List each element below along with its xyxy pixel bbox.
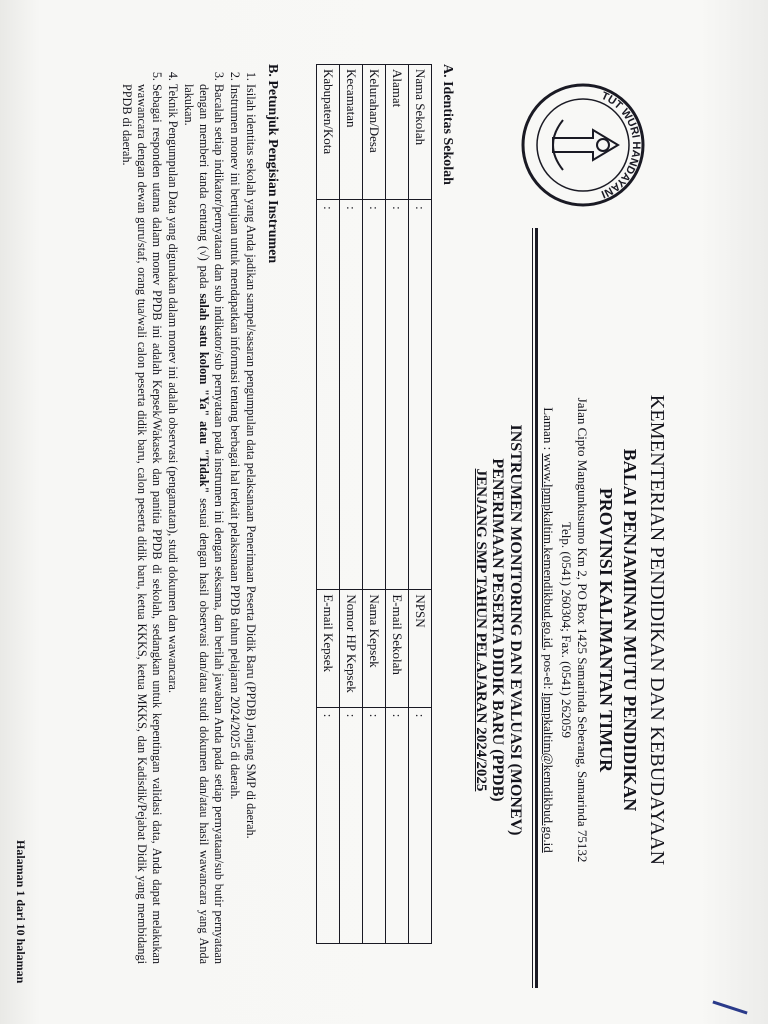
list-item: 2. Instrumen monev ini bertujuan untuk mendapatkan informasi tentang berbagai hal terkait pelaksanaan PPDB tahun pelajaran 2024/2025 di daerah. — [227, 84, 242, 964]
colon: : — [367, 206, 382, 210]
province-name: PROVINSI KALIMANTAN TIMUR — [596, 487, 616, 773]
regency-city-field[interactable] — [317, 200, 340, 590]
principal-name-field[interactable] — [363, 707, 386, 943]
list-item: 1. Isilah identitas sekolah yang Anda jadikan sampel/sasaran pengumpulan data pelaksanaan Penerimaan Peserta Didik Baru (PPDB) Jenjang SMP di daerah. — [243, 84, 258, 964]
colon: : — [413, 206, 428, 210]
document-title-line1: INSTRUMEN MONITORING DAN EVALUASI (MONEV) — [507, 424, 524, 836]
table-row — [386, 65, 409, 944]
agency-name: BALAI PENJAMINAN MUTU PENDIDIKAN — [620, 448, 640, 812]
school-identity-table — [316, 64, 432, 944]
colon: : — [390, 713, 405, 718]
phone-fax: Telp. (0541) 260304; Fax. (0541) 262059 — [559, 521, 574, 739]
header-divider — [535, 228, 538, 988]
list-item: 4. Teknik Pengumpulan Data yang digunakan dalam monev ini adalah observasi (pengamatan), studi dokumen dan wawancara. — [165, 84, 180, 964]
field-label: Kecamatan — [340, 65, 363, 200]
village-field[interactable] — [363, 200, 386, 590]
list-item — [181, 84, 226, 964]
address: Jalan Cipto Mangunkusumo Km 2, PO Box 1425 Samarinda Seberang, Samarinda 75132 — [575, 397, 590, 863]
table-row — [409, 65, 432, 944]
colon: : — [344, 206, 359, 210]
instruction-text: sesuai dengan hasil observasi dan/atau studi dokumen dan/atau hasil wawancara yang Anda lakukan. — [182, 84, 211, 964]
tut-wuri-handayani-logo — [518, 80, 648, 210]
email-link[interactable]: lpmpkaltim@kemdikbud.go.id — [541, 692, 556, 853]
document-title-line3: JENJANG SMP TAHUN PELAJARAN 2024/2025 — [473, 468, 489, 792]
table-row — [317, 65, 340, 944]
website-link[interactable]: www.lpmpkaltim.kemendikbud.go.id — [541, 453, 556, 648]
section-a-title: A. Identitas Sekolah — [440, 64, 455, 185]
field-label: E-mail Kepsek — [317, 590, 340, 707]
header-divider-thin — [532, 228, 533, 988]
ministry-name: KEMENTERIAN PENDIDIKAN DAN KEBUDAYAAN — [646, 394, 668, 866]
colon: : — [321, 713, 336, 718]
email-label: , pos-el: — [541, 647, 556, 693]
colon: : — [367, 713, 382, 718]
address-field[interactable] — [386, 200, 409, 590]
instruction-text: Bacalah setiap indikator/pernyataan dan sub indikator/sub pernyataan pada instrumen ini dengan seksama, dan berilah jawaban Anda pada setiap pernyataan/sub butir pernyataan dengan memberi tanda centang (√) pada — [197, 84, 226, 964]
colon: : — [390, 206, 405, 210]
colon: : — [413, 713, 428, 718]
table-row — [363, 65, 386, 944]
field-label: Nama Kepsek — [363, 590, 386, 707]
field-label: Nama Sekolah — [409, 65, 432, 200]
page-number: Halaman 1 dari 10 halaman — [14, 840, 28, 984]
principal-email-field[interactable] — [317, 707, 340, 943]
principal-phone-field[interactable] — [340, 707, 363, 943]
school-name-field[interactable] — [409, 200, 432, 590]
npsn-field[interactable] — [409, 707, 432, 943]
colon: : — [344, 713, 359, 718]
instruction-emphasis: salah satu kolom "Ya" atau "Tidak" — [197, 293, 211, 494]
colon: : — [321, 206, 336, 210]
field-label: Alamat — [386, 65, 409, 200]
contact-line — [540, 280, 556, 980]
district-field[interactable] — [340, 200, 363, 590]
field-label: Kabupaten/Kota — [317, 65, 340, 200]
field-label: E-mail Sekolah — [386, 590, 409, 707]
instruction-list — [118, 64, 258, 964]
list-item: 5. Sebagai responden utama dalam monev PPDB ini adalah Kepsek/Wakasek dan panitia PPDB di sekolah, sedangkan untuk kepentingan validasi data, Anda dapat melakukan wawancara dengan dewan guru/staf, orang tua/wali calon peserta didik baru, calon peserta didik baru, ketua KKKS, ketua MKKS, dan Kadisdik/Pejabat Didik yang membidangi PPDB di daerah. — [119, 84, 164, 964]
field-label: Kelurahan/Desa — [363, 65, 386, 200]
field-label: Nomor HP Kepsek — [340, 590, 363, 707]
field-label: NPSN — [409, 590, 432, 707]
website-label: Laman : — [541, 407, 556, 454]
table-row — [340, 65, 363, 944]
svg-text:TUT WURI HANDAYANI: TUT WURI HANDAYANI — [599, 89, 643, 201]
document-title-line2: PENERIMAAN PESERTA DIDIK BARU (PPDB) — [489, 458, 506, 802]
school-email-field[interactable] — [386, 707, 409, 943]
section-b-title: B. Petunjuk Pengisian Instrumen — [265, 64, 280, 264]
